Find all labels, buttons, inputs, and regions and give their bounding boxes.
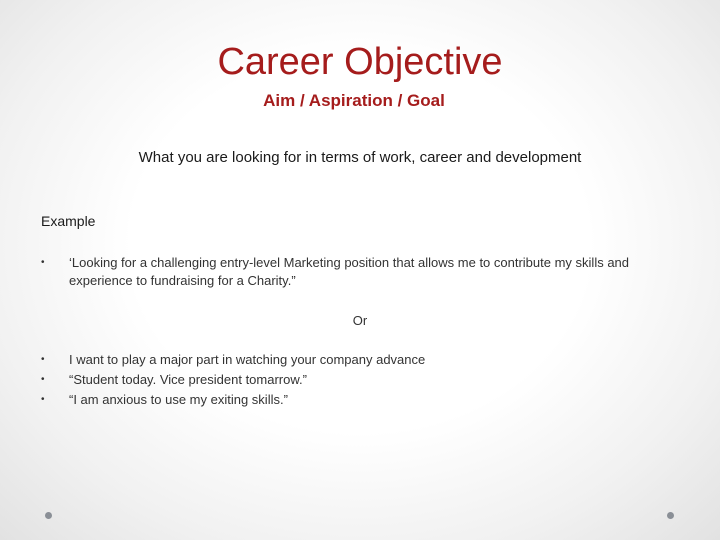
list-item-text: “Student today. Vice president tomarrow.” [69, 372, 307, 387]
list-item [41, 351, 681, 369]
definition-text: What you are looking for in terms of work, career and development [138, 149, 582, 166]
bullet-icon: • [41, 257, 45, 268]
list-item [41, 371, 681, 389]
example-list [41, 254, 681, 292]
list-item-text: “I am anxious to use my exiting skills.” [69, 392, 288, 407]
bullet-icon: • [41, 374, 45, 385]
or-separator: Or [352, 313, 368, 328]
alternative-list [41, 351, 681, 411]
slide-subtitle: Aim / Aspiration / Goal [263, 91, 445, 110]
list-item [41, 254, 681, 290]
slide-title: Career Objective [217, 41, 503, 83]
example-label: Example [41, 213, 96, 229]
list-item-text: I want to play a major part in watching your company advance [69, 352, 426, 367]
list-item [41, 391, 681, 409]
list-item-text: ‘Looking for a challenging entry-level Marketing position that allows me to contribute my skills and experience to fundraising for a Charity.” [69, 255, 630, 288]
bullet-icon: • [41, 394, 45, 405]
bullet-icon: • [41, 354, 45, 365]
corner-dot-icon [45, 512, 52, 519]
corner-dot-icon [667, 512, 674, 519]
